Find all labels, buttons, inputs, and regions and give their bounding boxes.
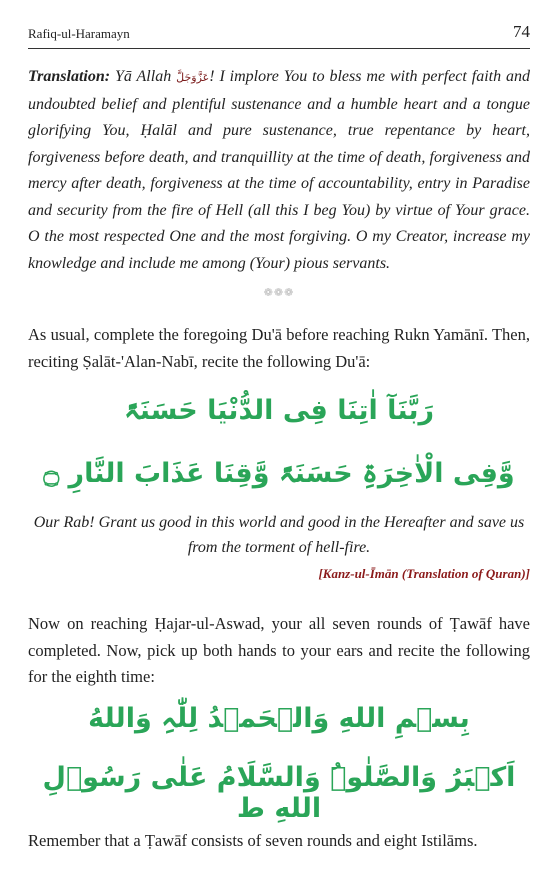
- translation-address: Yā Allah: [115, 68, 172, 85]
- instruction-paragraph-1: As usual, complete the foregoing Du'ā before reaching Rukn Yamānī. Then, reciting Ṣalāt-'Alan-Nabī, recite the following Du'ā:: [28, 325, 530, 371]
- dua1-arabic-line-1: رَبَّنَآ اٰتِنَا فِی الدُّنْیَا حَسَنَۃً: [123, 395, 435, 426]
- instruction-paragraph-3: Remember that a Ṭawāf consists of seven rounds and eight Istilāms.: [28, 831, 478, 850]
- quran-reference: [Kanz-ul-Īmān (Translation of Quran)]: [318, 566, 530, 581]
- page-number: 74: [513, 22, 530, 41]
- book-title: Rafiq-ul-Haramayn: [28, 26, 130, 41]
- dua2-arabic-line-1: بِسۡمِ اللهِ وَالۡحَمۡدُ لِلّٰہِ وَاللهُ: [88, 703, 470, 734]
- section-divider: ❁❁❁: [263, 286, 295, 299]
- page-header: [28, 22, 530, 49]
- honorific-text: عَزَّوَجَلَّ: [176, 71, 210, 84]
- translation-body: ! I implore You to bless me with perfect faith and undoubted belief and plentiful sustenance and a humble heart and a tongue glorifying You, Ḥalāl and pure sustenance, true repentance by heart, forgiveness before death, and tranquillity at the time of death, forgiveness and mercy after death, forgiveness at the time of accountability, entry in Paradise and security from the fire of Hell (all this I beg You) by virtue of Your grace. O the most respected One and the most forgiving. O my Creator, increase my knowledge and include me among (Your) pious servants.: [28, 68, 531, 272]
- dua2-arabic-line-2: اَکۡبَرُ وَالصَّلٰوۃُ وَالسَّلَامُ عَلٰی رَسُوۡلِ اللهِ ط: [42, 762, 516, 824]
- translation-paragraph: [28, 64, 530, 277]
- instruction-paragraph-2: Now on reaching Ḥajar-ul-Aswad, your all seven rounds of Ṭawāf have completed. Now, pick up both hands to your ears and recite the following for the eighth time:: [28, 614, 530, 686]
- dua1-arabic-line-2: وَّفِی الْاٰخِرَۃِ حَسَنَۃً وَّقِنَا عَذَابَ النَّارِ ۝: [43, 458, 515, 489]
- translation-label: Translation:: [28, 68, 111, 85]
- dua1-meaning: Our Rab! Grant us good in this world and good in the Hereafter and save us from the torment of hell-fire.: [33, 514, 525, 556]
